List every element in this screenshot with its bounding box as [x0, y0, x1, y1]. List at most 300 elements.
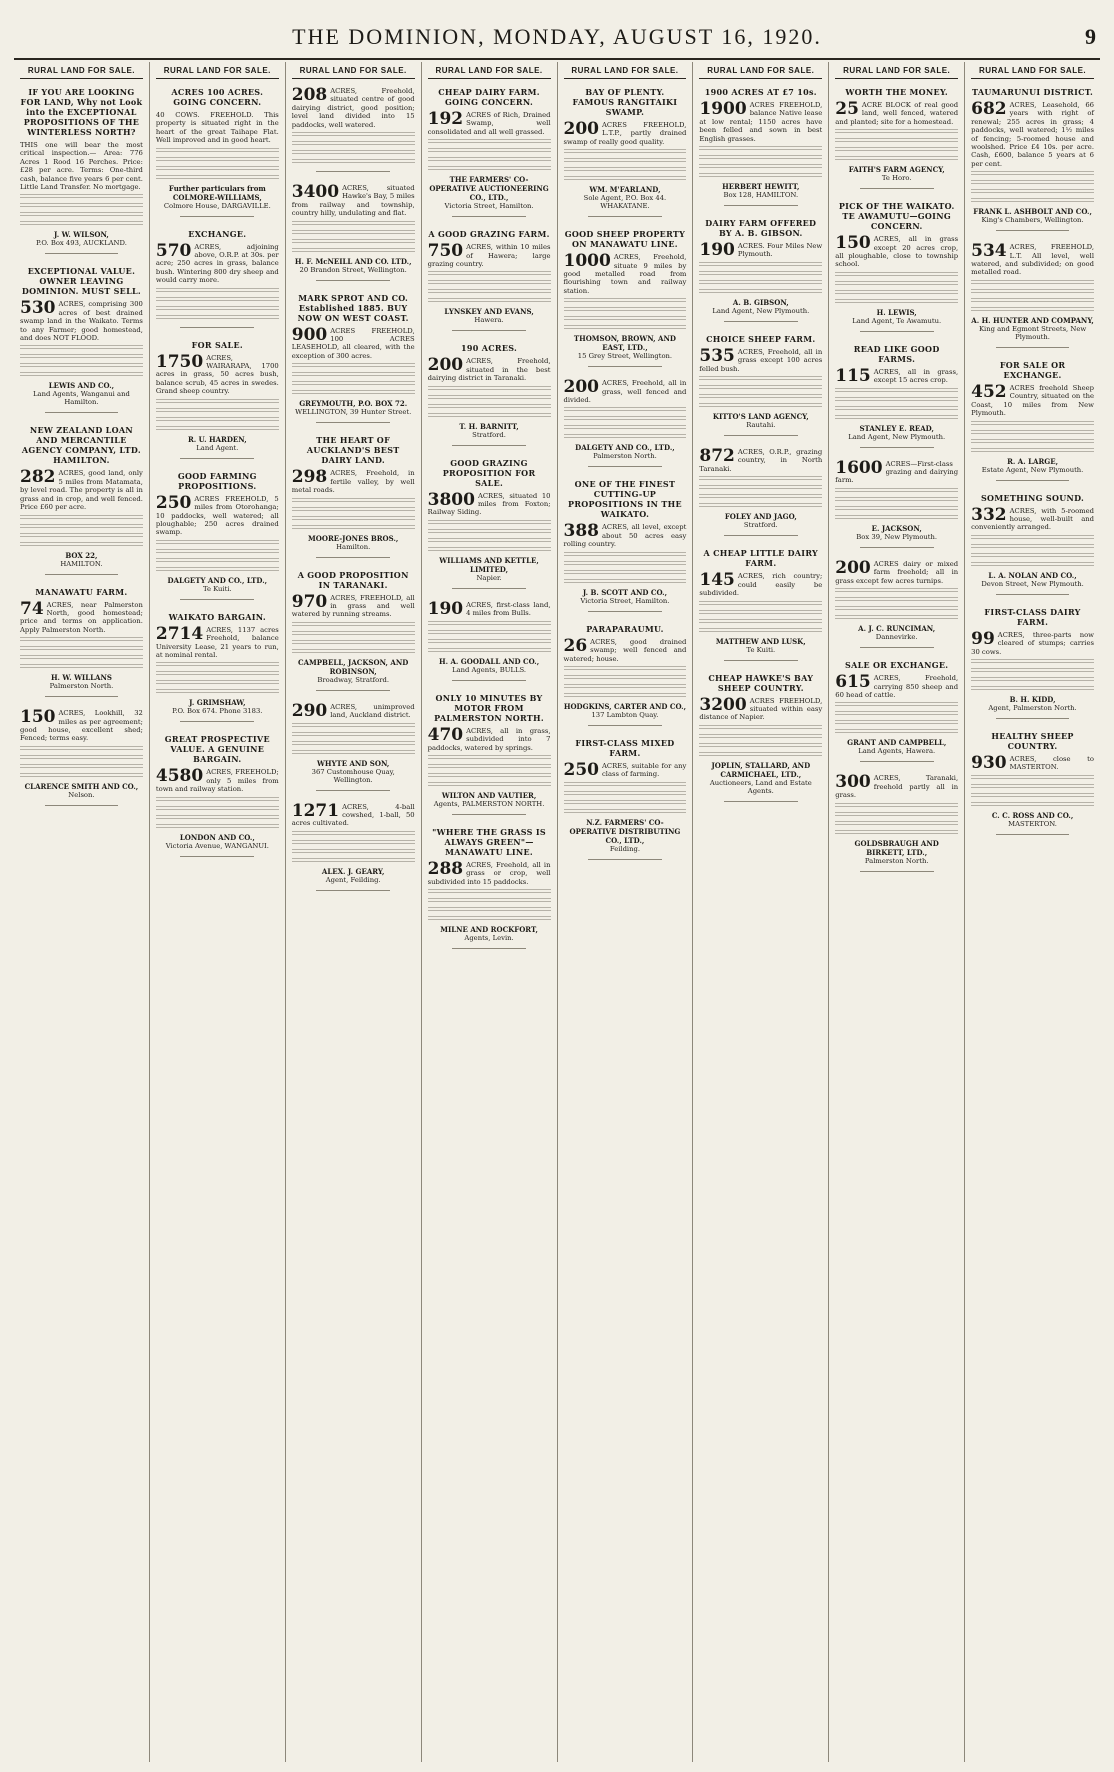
ad-text: ACRES, Lookhill, 32 miles as per agreement; good house, excellent shed; Fenced; terms easy.	[20, 709, 143, 743]
ad-agent-address: Land Agents, Wanganui and Hamilton.	[33, 390, 130, 407]
ad-text: ACRES, all level, except about 50 acres easy rolling country.	[563, 523, 687, 549]
ad-fine-print	[835, 821, 958, 827]
ad-text: ACRES, all in grass except 20 acres crop, all ploughable, close to township school.	[835, 235, 959, 269]
ad-separator	[316, 171, 390, 172]
classified-ad	[156, 87, 279, 217]
ad-separator	[996, 718, 1070, 719]
ad-body	[291, 591, 415, 619]
ad-fine-print	[835, 720, 958, 726]
ad-body	[156, 111, 279, 145]
ad-agent-address: Box 128, HAMILTON.	[723, 191, 799, 200]
classified-ad	[835, 344, 958, 448]
ad-agent-address: Sole Agent, P.O. Box 44. WHAKATANE.	[583, 194, 667, 211]
ad-agent-name: H. A. GOODALL AND CO.,	[438, 656, 540, 666]
ad-headline: CHOICE SHEEP FARM.	[706, 333, 816, 344]
ad-fine-print	[20, 345, 143, 351]
classified-ad	[156, 734, 279, 856]
ad-fine-print	[699, 734, 822, 740]
ad-agent-address: P.O. Box 674. Phone 3183.	[172, 707, 263, 716]
ad-separator	[180, 216, 254, 217]
ad-fine-print	[564, 675, 687, 681]
ad-fine-print	[835, 830, 958, 836]
ad-acreage: 1000	[563, 251, 611, 272]
ad-agent-address: Hawera.	[474, 316, 504, 325]
ad-acreage: 200	[835, 557, 871, 578]
ad-agent-name: FRANK L. ASHBOLT AND CO.,	[973, 207, 1092, 217]
ad-agent-name: H. W. WILLANS	[50, 673, 112, 683]
classified-ad	[564, 229, 687, 367]
ad-fine-print	[156, 662, 279, 668]
ad-text: ACRES, with 5-roomed house, well-built and conveniently arranged.	[971, 506, 1094, 532]
classified-ad	[971, 493, 1094, 595]
ad-fine-print	[835, 281, 958, 287]
ad-body	[835, 457, 959, 485]
ad-headline: GOOD SHEEP PROPERTY ON MANAWATU LINE.	[564, 229, 686, 250]
classified-ad	[428, 693, 551, 815]
ad-separator	[860, 331, 934, 332]
ad-agent-address: Victoria Street, Hamilton.	[580, 596, 670, 605]
ad-fine-print	[20, 203, 143, 209]
ad-separator	[724, 660, 798, 661]
ad-separator	[860, 761, 934, 762]
ad-text: ACRES, Freehold, situated centre of good dairying district, good position; level land divided into 15 paddocks, well watered.	[291, 87, 415, 129]
ad-agent-name: T. H. BARNITT,	[459, 421, 519, 431]
ad-separator	[452, 948, 526, 949]
ad-agent-name: CAMPBELL, JACKSON, AND ROBINSON,	[298, 657, 409, 676]
ad-body	[699, 101, 822, 143]
ad-fine-print	[156, 671, 279, 677]
ad-agent-address: Palmerston North.	[593, 452, 657, 461]
ad-acreage: 200	[563, 119, 599, 139]
ad-fine-print	[971, 677, 1094, 683]
ad-fine-print	[428, 648, 551, 654]
ad-fine-print	[156, 417, 279, 423]
classified-ad	[156, 229, 279, 328]
ad-fine-print	[428, 395, 551, 401]
ad-agent-address: Agents, Levin.	[464, 934, 514, 943]
ad-fine-print	[20, 655, 143, 661]
ad-agent-name: CLARENCE SMITH AND CO.,	[24, 781, 139, 791]
column-heading: RURAL LAND FOR SALE.	[699, 62, 822, 79]
classified-ad	[292, 184, 415, 281]
classified-ad	[971, 731, 1094, 835]
ad-body	[971, 752, 1094, 773]
classified-ad	[291, 700, 415, 791]
ad-fine-print	[20, 755, 143, 761]
ad-fine-print	[971, 198, 1094, 204]
ad-body	[835, 557, 959, 585]
ad-agent-name: FAITH'S FARM AGENCY,	[848, 165, 945, 175]
ad-fine-print	[428, 621, 551, 627]
ad-text: ACRES, near Palmerston North, good homestead; price and terms on application. Apply Palmerston North.	[20, 600, 143, 634]
ad-agent-name: A. H. HUNTER AND COMPANY,	[971, 315, 1094, 325]
ad-body	[971, 101, 1094, 168]
ad-fine-print	[835, 615, 958, 621]
classified-ad	[292, 435, 415, 557]
classified-ad	[971, 607, 1094, 719]
ad-fine-print	[971, 307, 1094, 313]
ad-acreage: 190	[427, 598, 464, 619]
ad-fine-print	[564, 684, 687, 690]
ad-fine-print	[699, 280, 822, 286]
ad-text: ACRES, Freehold, all in grass except 100 acres felled bush.	[699, 347, 823, 373]
ad-acreage: 200	[563, 377, 599, 398]
ad-fine-print	[20, 533, 143, 539]
ad-fine-print	[428, 529, 551, 535]
ad-text: ACRES, FREEHOLD, all in grass and well watered by running streams.	[291, 593, 415, 619]
ad-body	[156, 768, 279, 793]
ad-text: ACRES, Leasehold, 66 years with right of renewal; 255 acres in grass; 4 paddocks, well watered; 1½ miles of fencing; 5-roomed house and woolshed. Price £4 10s. per acre. Cash, £600, balance 5 years at 6 per cent.	[971, 101, 1094, 168]
ad-text: ACRES, situated 10 miles from Foxton; Railway Siding.	[427, 491, 551, 517]
ad-agent-address: WELLINGTON, 39 Hunter Street.	[295, 408, 412, 417]
ad-fine-print	[292, 516, 415, 522]
classified-column	[692, 62, 828, 1762]
ad-body	[292, 469, 415, 494]
ad-text: ACRES of Rich, Drained Swamp, well consolidated and all well grassed.	[427, 111, 551, 136]
ad-fine-print	[564, 407, 687, 413]
ad-body	[835, 235, 958, 269]
ad-separator	[588, 859, 662, 860]
ad-fine-print	[835, 156, 958, 162]
ad-fine-print	[835, 497, 958, 503]
ad-agent-address: 367 Customhouse Quay, Wellington.	[311, 767, 395, 784]
ad-separator	[996, 594, 1070, 595]
ad-body	[20, 709, 143, 743]
ad-agent-name: A. B. GIBSON,	[732, 297, 789, 307]
column-heading: RURAL LAND FOR SALE.	[156, 62, 279, 79]
ad-text: ACRES, three-parts now cleared of stumps; carries 30 cows.	[971, 630, 1094, 656]
ad-fine-print	[20, 515, 143, 521]
ad-text: ACRES FREEHOLD, situated within easy distance of Napier.	[699, 696, 823, 722]
classified-ad	[971, 360, 1094, 481]
ad-fine-print	[564, 158, 687, 164]
ad-separator	[860, 871, 934, 872]
ad-separator	[588, 466, 662, 467]
ad-fine-print	[428, 289, 551, 295]
ad-fine-print	[971, 421, 1094, 427]
ad-separator	[588, 611, 662, 612]
ad-fine-print	[428, 413, 551, 419]
ad-acreage: 145	[699, 570, 735, 591]
ad-fine-print	[292, 498, 415, 504]
ad-fine-print	[292, 150, 415, 156]
ad-fine-print	[292, 831, 415, 837]
ad-fine-print	[20, 524, 143, 530]
ad-text: ACRES, Freehold, carrying 850 sheep and 60 head of cattle.	[835, 674, 959, 699]
ad-acreage: 290	[291, 700, 328, 721]
ad-fine-print	[971, 775, 1094, 781]
ad-fine-print	[156, 567, 279, 573]
ad-fine-print	[699, 262, 822, 268]
ad-fine-print	[699, 289, 822, 295]
ad-fine-print	[428, 271, 551, 277]
ad-text: ACRES FREEHOLD, balance Native lease at low rental; 1150 acres have been felled and sown in best English grasses.	[699, 101, 823, 143]
ad-headline: GOOD FARMING PROPOSITIONS.	[177, 470, 257, 491]
ad-fine-print	[564, 791, 687, 797]
ad-fine-print	[835, 597, 958, 603]
ad-agent-address: Napier.	[476, 573, 502, 582]
classified-ad	[20, 266, 143, 413]
ad-fine-print	[835, 606, 958, 612]
ad-fine-print	[971, 289, 1094, 295]
ad-body	[428, 243, 551, 268]
ad-body	[564, 253, 687, 295]
ad-agent-name: MATTHEW AND LUSK,	[715, 636, 806, 646]
ad-acreage: 298	[291, 467, 328, 488]
ad-acreage: 150	[20, 707, 56, 728]
ad-fine-print	[20, 764, 143, 770]
ad-acreage: 190	[699, 240, 735, 261]
ad-headline: IF YOU ARE LOOKING FOR LAND, Why not Look into the EXCEPTIONAL PROPOSITIONS OF THE WINTERLESS NORTH?	[20, 87, 143, 137]
ad-body	[699, 694, 823, 722]
ad-acreage: 1600	[835, 457, 883, 478]
ad-acreage: 3200	[699, 694, 747, 715]
ad-separator	[996, 230, 1070, 231]
ad-agent-address: 20 Brandon Street, Wellington.	[299, 265, 407, 274]
ad-agent-name: STANLEY E. READ,	[859, 423, 934, 433]
ad-fine-print	[428, 148, 551, 154]
classified-ad	[428, 343, 551, 445]
ad-separator	[45, 696, 119, 697]
ad-fine-print	[835, 138, 958, 144]
ad-headline: A CHEAP LITTLE DAIRY FARM.	[703, 548, 819, 569]
ad-fine-print	[564, 561, 687, 567]
ad-headline: MARK SPROT AND CO. Established 1885. BUY NOW ON WEST COAST.	[297, 292, 409, 323]
ad-fine-print	[428, 782, 551, 788]
ad-fine-print	[156, 315, 279, 321]
ad-fine-print	[971, 562, 1094, 568]
ad-separator	[588, 366, 662, 367]
ad-body	[563, 635, 687, 663]
ad-fine-print	[699, 164, 822, 170]
ad-agent-name: A. J. C. RUNCIMAN,	[858, 624, 936, 634]
ad-acreage: 388	[563, 521, 599, 542]
classified-column	[14, 62, 149, 1762]
ad-agent-name: R. U. HARDEN,	[187, 434, 247, 444]
ad-fine-print	[835, 299, 958, 305]
ad-agent-address: Estate Agent, New Plymouth.	[981, 465, 1084, 474]
ad-separator	[180, 721, 254, 722]
classified-ad	[699, 334, 822, 436]
ad-fine-print	[564, 425, 687, 431]
ad-text: ACRES, FREEHOLD; only 5 miles from town and railway station.	[155, 768, 279, 794]
ad-agent-address: King's Chambers, Wellington.	[981, 216, 1084, 225]
classified-ad	[699, 87, 822, 206]
ad-body	[20, 141, 143, 191]
ad-fine-print	[156, 549, 279, 555]
ad-fine-print	[292, 525, 415, 531]
ad-agent-name: HODGKINS, CARTER AND CO.,	[563, 701, 687, 711]
ad-agent-name: ALEX. J. GEARY,	[321, 866, 385, 876]
ad-body	[292, 87, 415, 129]
ad-agent-name: WILLIAMS AND KETTLE, LIMITED,	[439, 555, 539, 574]
ad-agent-address: King and Egmont Streets, New Plymouth.	[978, 324, 1087, 341]
ad-body	[427, 858, 551, 886]
ad-agent-name: WILTON AND VAUTIER,	[441, 790, 537, 800]
ad-agent-name: WM. M'FARLAND,	[589, 185, 661, 195]
ad-fine-print	[699, 271, 822, 277]
ad-fine-print	[292, 132, 415, 138]
ad-body	[428, 111, 551, 136]
masthead-rule	[14, 58, 1100, 60]
classified-ad	[835, 457, 959, 548]
ad-headline: READ LIKE GOOD FARMS.	[853, 343, 940, 364]
ad-headline: SOMETHING SOUND.	[980, 492, 1085, 503]
ad-acreage: 150	[835, 233, 871, 254]
ad-headline: DAIRY FARM OFFERED BY A. B. GIBSON.	[705, 218, 817, 239]
ad-headline: BAY OF PLENTY. FAMOUS RANGITAIKI SWAMP.	[572, 87, 678, 117]
ad-text: ACRES FREEHOLD, 5 miles from Otorohanga; 10 paddocks, well watered; all ploughable; 250 acres drained swamp.	[155, 494, 279, 537]
ad-text: ACRES, good land, only 5 miles from Matamata, by level road. The property is all in grass and in crop, and well fenced. Price £60 per acre.	[20, 469, 143, 512]
ad-fine-print	[564, 809, 687, 815]
ad-body	[20, 300, 143, 342]
ad-fine-print	[292, 741, 415, 747]
ad-separator	[180, 599, 254, 600]
ad-text: ACRES, close to MASTERTON.	[1009, 754, 1094, 772]
ad-body	[835, 674, 958, 699]
ad-fine-print	[971, 298, 1094, 304]
ad-body	[835, 774, 958, 799]
ad-acreage: 750	[427, 241, 464, 262]
ad-text: ACRES, all in grass, except 15 acres crop.	[873, 367, 959, 385]
ad-agent-address: Land Agents, Hawera.	[858, 747, 936, 756]
ad-fine-print	[971, 784, 1094, 790]
ad-agent-name: WHYTE AND SON,	[317, 758, 390, 768]
classified-ad	[156, 340, 279, 459]
ad-fine-print	[428, 907, 551, 913]
ad-separator	[180, 856, 254, 857]
ad-fine-print	[156, 824, 279, 830]
ad-fine-print	[428, 386, 551, 392]
ad-text: ACRES, suitable for any class of farming.	[602, 761, 687, 779]
ad-acreage: 250	[563, 759, 599, 780]
ad-fine-print	[428, 139, 551, 145]
ad-agent-name: MOORE-JONES BROS.,	[308, 533, 399, 543]
ad-body	[291, 700, 415, 721]
ad-fine-print	[428, 898, 551, 904]
page-number: 9	[1085, 24, 1096, 49]
ad-headline: A GOOD GRAZING FARM.	[428, 229, 550, 240]
ad-fine-print	[564, 579, 687, 585]
ad-agent-address: Box 39, New Plymouth.	[856, 532, 938, 541]
ad-agent-name: H. LEWIS,	[876, 307, 917, 317]
ad-fine-print	[835, 506, 958, 512]
ad-fine-print	[699, 173, 822, 179]
ad-fine-print	[156, 558, 279, 564]
ad-fine-print	[835, 515, 958, 521]
ad-fine-print	[428, 639, 551, 645]
ad-fine-print	[564, 307, 687, 313]
ad-separator	[452, 445, 526, 446]
ad-fine-print	[971, 793, 1094, 799]
ad-agent-name: LEWIS AND CO.,	[48, 381, 115, 391]
ad-separator	[724, 321, 798, 322]
classified-ad	[564, 379, 687, 467]
ad-body	[291, 800, 415, 828]
ad-fine-print	[564, 782, 687, 788]
ad-fine-print	[835, 702, 958, 708]
ad-fine-print	[699, 485, 822, 491]
ad-separator	[180, 327, 254, 328]
ad-agent-name: H. F. McNEILL AND CO. LTD.,	[294, 256, 412, 266]
ad-headline: FIRST-CLASS MIXED FARM.	[575, 737, 675, 758]
ad-headline: MANAWATU FARM.	[35, 586, 128, 597]
ad-fine-print	[156, 680, 279, 686]
classified-ad	[564, 738, 687, 860]
ad-acreage: 682	[971, 99, 1007, 119]
classified-ad	[835, 201, 958, 332]
ad-fine-print	[292, 631, 415, 637]
ad-agent-address: Stratford.	[472, 430, 506, 439]
classified-columns	[14, 62, 1100, 1762]
ad-headline: "WHERE THE GRASS IS ALWAYS GREEN"—MANAWATU LINE.	[432, 826, 546, 857]
ad-agent-address: Te Kuiti.	[202, 584, 232, 593]
classified-column	[557, 62, 693, 1762]
ad-fine-print	[699, 494, 822, 500]
ad-fine-print	[20, 746, 143, 752]
ad-separator	[452, 814, 526, 815]
ad-separator	[316, 557, 390, 558]
ad-fine-print	[835, 729, 958, 735]
ad-fine-print	[292, 381, 415, 387]
classified-ad	[292, 293, 415, 424]
ad-agent-address: Te Horo.	[881, 174, 912, 183]
ad-text: ACRES, Freehold, situate 9 miles by good metalled road from flourishing town and railway station.	[563, 253, 687, 295]
ad-agent-name: J. B. SCOTT AND CO.,	[582, 587, 668, 597]
ad-agent-name: Further particulars from COLMORE-WILLIAMS,	[168, 183, 266, 202]
ad-agent-name: DALGETY AND CO., LTD.,	[575, 443, 675, 453]
ad-agent-name: R. A. LARGE,	[1007, 456, 1059, 466]
ad-text: ACRES, adjoining above, O.R.P. at 30s. per acre; 250 acres in grass, balance bush. Wintering 800 dry sheep and would carry more.	[155, 242, 279, 285]
ad-text: ACRES, Freehold, situated in the best dairying district in Taranaki.	[427, 357, 551, 383]
ad-headline: FIRST-CLASS DAIRY FARM.	[984, 606, 1081, 627]
ad-agent-address: Agent, Palmerston North.	[988, 703, 1077, 712]
ad-headline: CHEAP DAIRY FARM. GOING CONCERN.	[438, 87, 540, 107]
ad-fine-print	[835, 588, 958, 594]
ad-text: ACRES, Freehold, all in grass, well fenced and divided.	[563, 379, 687, 405]
ad-fine-print	[292, 723, 415, 729]
ad-agent-address: Palmerston North.	[49, 682, 114, 691]
classified-ad	[428, 827, 551, 949]
ad-separator	[316, 790, 390, 791]
ad-text: ACRES, rich country; could easily be subdivided.	[699, 572, 823, 598]
ad-text: ACRES, within 10 miles of Hawera; large grazing country.	[427, 243, 551, 269]
ad-fine-print	[971, 535, 1094, 541]
ad-separator	[860, 547, 934, 548]
ad-body	[971, 243, 1094, 277]
ad-body	[428, 357, 551, 382]
ad-agent-address: Feilding.	[609, 844, 640, 853]
ad-agent-name: LYNSKEY AND EVANS,	[444, 307, 534, 317]
ad-text: ACRES dairy or mixed farm freehold; all in grass except few acres turnips.	[835, 559, 959, 585]
ad-headline: GREAT PROSPECTIVE VALUE. A GENUINE BARGAIN.	[164, 734, 270, 765]
classified-ad	[20, 425, 143, 574]
classified-ad	[20, 709, 143, 806]
ad-fine-print	[292, 649, 415, 655]
ad-separator	[316, 280, 390, 281]
ad-agent-address: Stratford.	[743, 521, 778, 530]
ad-fine-print	[564, 434, 687, 440]
ad-text: ACRES—First-class grazing and dairying farm.	[835, 459, 959, 485]
ad-agent-address: Dannevirke.	[875, 633, 918, 642]
ad-fine-print	[971, 171, 1094, 177]
ad-headline: WORTH THE MONEY.	[845, 87, 949, 97]
ad-acreage: 3800	[427, 489, 475, 510]
ad-fine-print	[292, 858, 415, 864]
ad-agent-address: Land Agents, BULLS.	[452, 665, 527, 674]
ad-acreage: 470	[427, 724, 464, 745]
ad-headline: CHEAP HAWKE'S BAY SHEEP COUNTRY.	[708, 672, 814, 693]
